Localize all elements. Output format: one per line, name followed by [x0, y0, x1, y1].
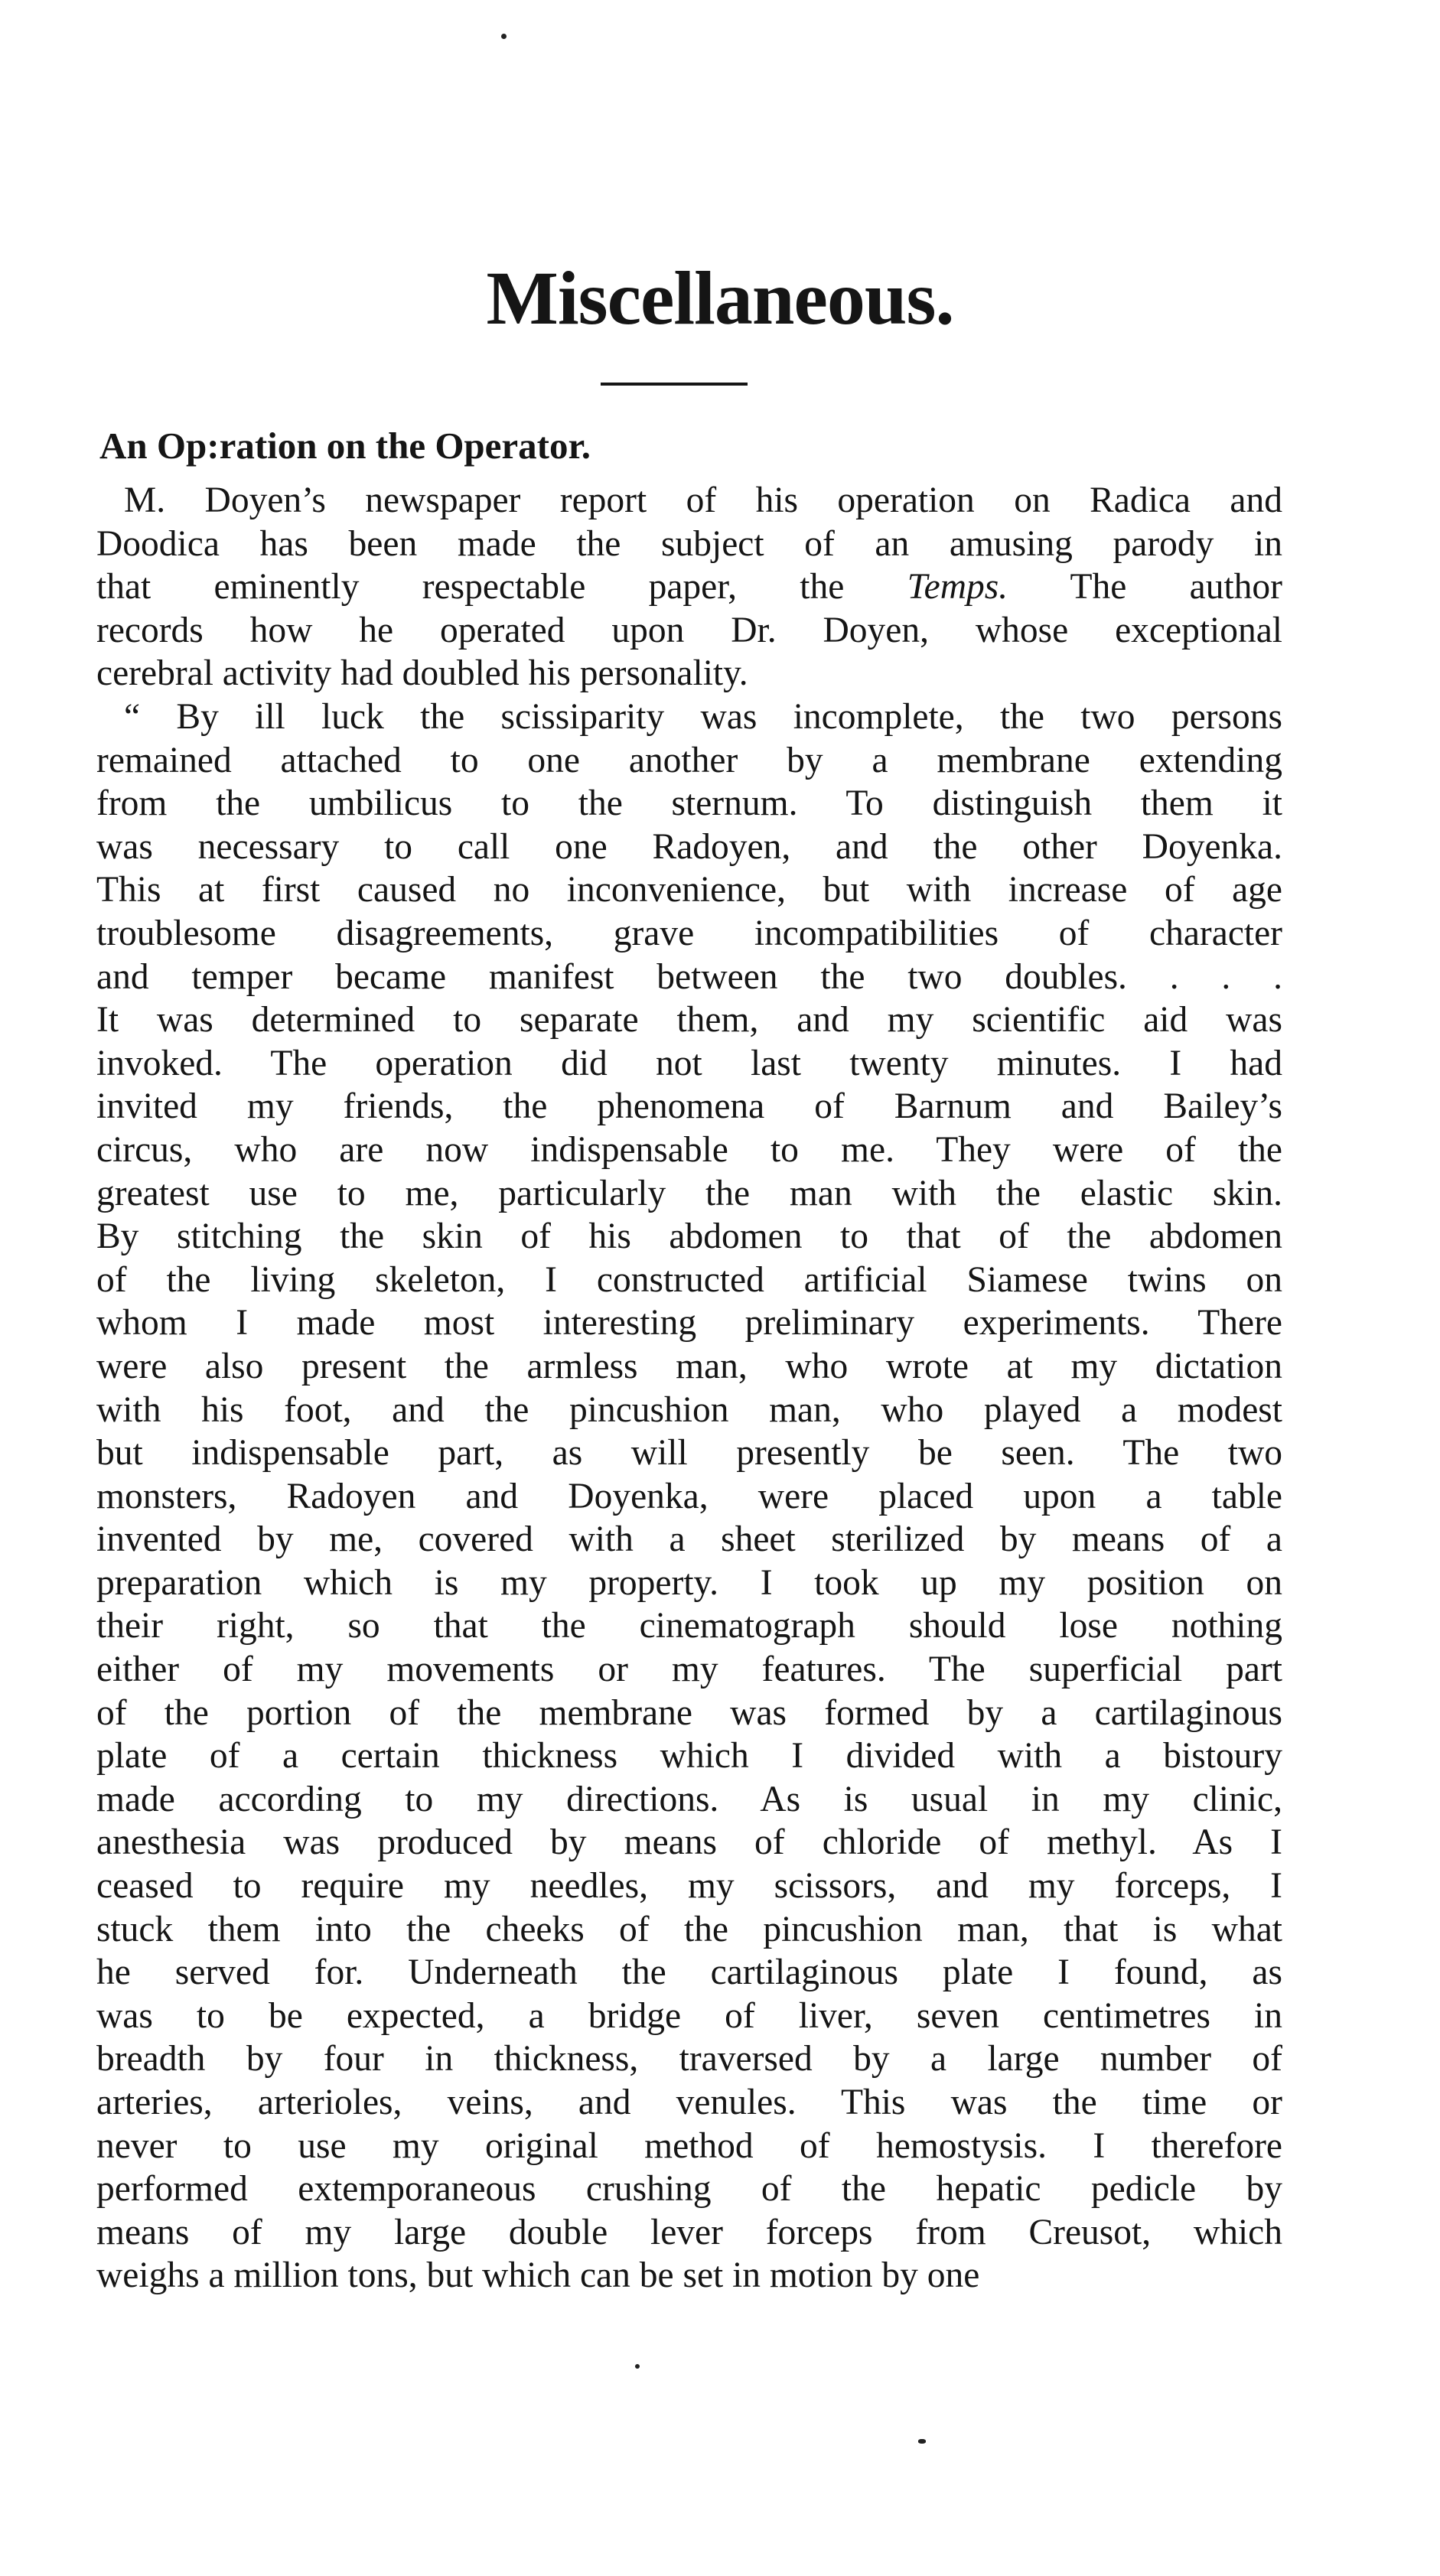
text-line: from the umbilicus to the sternum. To distinguish them it	[96, 783, 1282, 824]
text-line: invited my friends, the phenomena of Barnum and Bailey’s	[96, 1086, 1282, 1127]
text-line: It was determined to separate them, and my scientific aid was	[96, 1000, 1282, 1040]
text-line: records how he operated upon Dr. Doyen, whose exceptional	[96, 610, 1282, 650]
text-line: plate of a certain thickness which I divided with a bistoury	[96, 1736, 1282, 1776]
paragraph-1	[96, 479, 1282, 695]
text-line: This at first caused no inconvenience, but with increase of age	[96, 870, 1282, 910]
text-line: ceased to require my needles, my scissors, and my forceps, I	[96, 1866, 1282, 1907]
text-line: M. Doyen’s newspaper report of his operation on Radica and	[124, 480, 1282, 520]
text-line: was to be expected, a bridge of liver, seven centimetres in	[96, 1995, 1282, 2036]
text-line: of the living skeleton, I constructed artificial Siamese twins on	[96, 1259, 1282, 1300]
text-line: weighs a million tons, but which can be set in motion by one	[96, 2255, 980, 2296]
text-line: with his foot, and the pincushion man, who played a modest	[96, 1389, 1282, 1430]
text-line: never to use my original method of hemostysis. I therefore	[96, 2125, 1282, 2166]
text-line: but indispensable part, as will presently be seen. The two	[96, 1433, 1282, 1474]
text-line: breadth by four in thickness, traversed by a large number of	[96, 2039, 1282, 2079]
text-line: “ By ill luck the scissiparity was incomplete, the two persons	[124, 697, 1282, 737]
text-line: anesthesia was produced by means of chloride of methyl. As I	[96, 1822, 1282, 1863]
text-line: monsters, Radoyen and Doyenka, were placed upon a table	[96, 1476, 1282, 1516]
text-line: their right, so that the cinematograph should lose nothing	[96, 1606, 1282, 1646]
text-line: preparation which is my property. I took up my position on	[96, 1562, 1282, 1603]
paragraph-2	[96, 695, 1282, 2298]
text-line: that eminently respectable paper, the Temps. The author	[96, 567, 1282, 607]
ink-speck	[918, 2439, 926, 2444]
text-line: stuck them into the cheeks of the pincushion man, that is what	[96, 1909, 1282, 1949]
text-line: arteries, arterioles, veins, and venules. This was the time or	[96, 2083, 1282, 2122]
text-line: greatest use to me, particularly the man with the elastic skin.	[96, 1173, 1282, 1213]
text-line: either of my movements or my features. The superficial part	[96, 1649, 1282, 1690]
text-line: invented by me, covered with a sheet sterilized by means of a	[96, 1519, 1282, 1560]
text-line: was necessary to call one Radoyen, and the other Doyenka.	[96, 826, 1282, 867]
text-line: he served for. Underneath the cartilaginous plate I found, as	[96, 1952, 1282, 1993]
text-line: remained attached to one another by a membrane extending	[96, 740, 1282, 780]
text-line: means of my large double lever forceps from Creusot, which	[96, 2212, 1282, 2252]
text-line: invoked. The operation did not last twenty minutes. I had	[96, 1043, 1282, 1083]
text-line: Doodica has been made the subject of an amusing parody in	[96, 523, 1282, 564]
title-rule	[601, 383, 748, 386]
text-line: made according to my directions. As is usual in my clinic,	[96, 1779, 1282, 1819]
text-line: cerebral activity had doubled his personality.	[96, 653, 748, 694]
section-heading: An Op:ration on the Operator.	[99, 425, 591, 467]
text-line: and temper became manifest between the two doubles. . . .	[96, 956, 1282, 997]
text-line: By stitching the skin of his abdomen to that of the abdomen	[96, 1216, 1282, 1257]
text-line: were also present the armless man, who wrote at my dictation	[96, 1346, 1282, 1386]
page-title: Miscellaneous.	[486, 256, 954, 340]
ink-speck	[635, 2364, 640, 2369]
text-line: circus, who are now indispensable to me. They were of the	[96, 1129, 1282, 1170]
text-line: whom I made most interesting preliminary experiments. There	[96, 1303, 1282, 1343]
text-line: performed extemporaneous crushing of the hepatic pedicle by	[96, 2169, 1282, 2210]
italic-title: Temps.	[907, 567, 1008, 607]
ink-speck	[501, 34, 507, 39]
text-line: of the portion of the membrane was formed by a cartilaginous	[96, 1692, 1282, 1733]
text-line: troublesome disagreements, grave incompatibilities of character	[96, 913, 1282, 953]
